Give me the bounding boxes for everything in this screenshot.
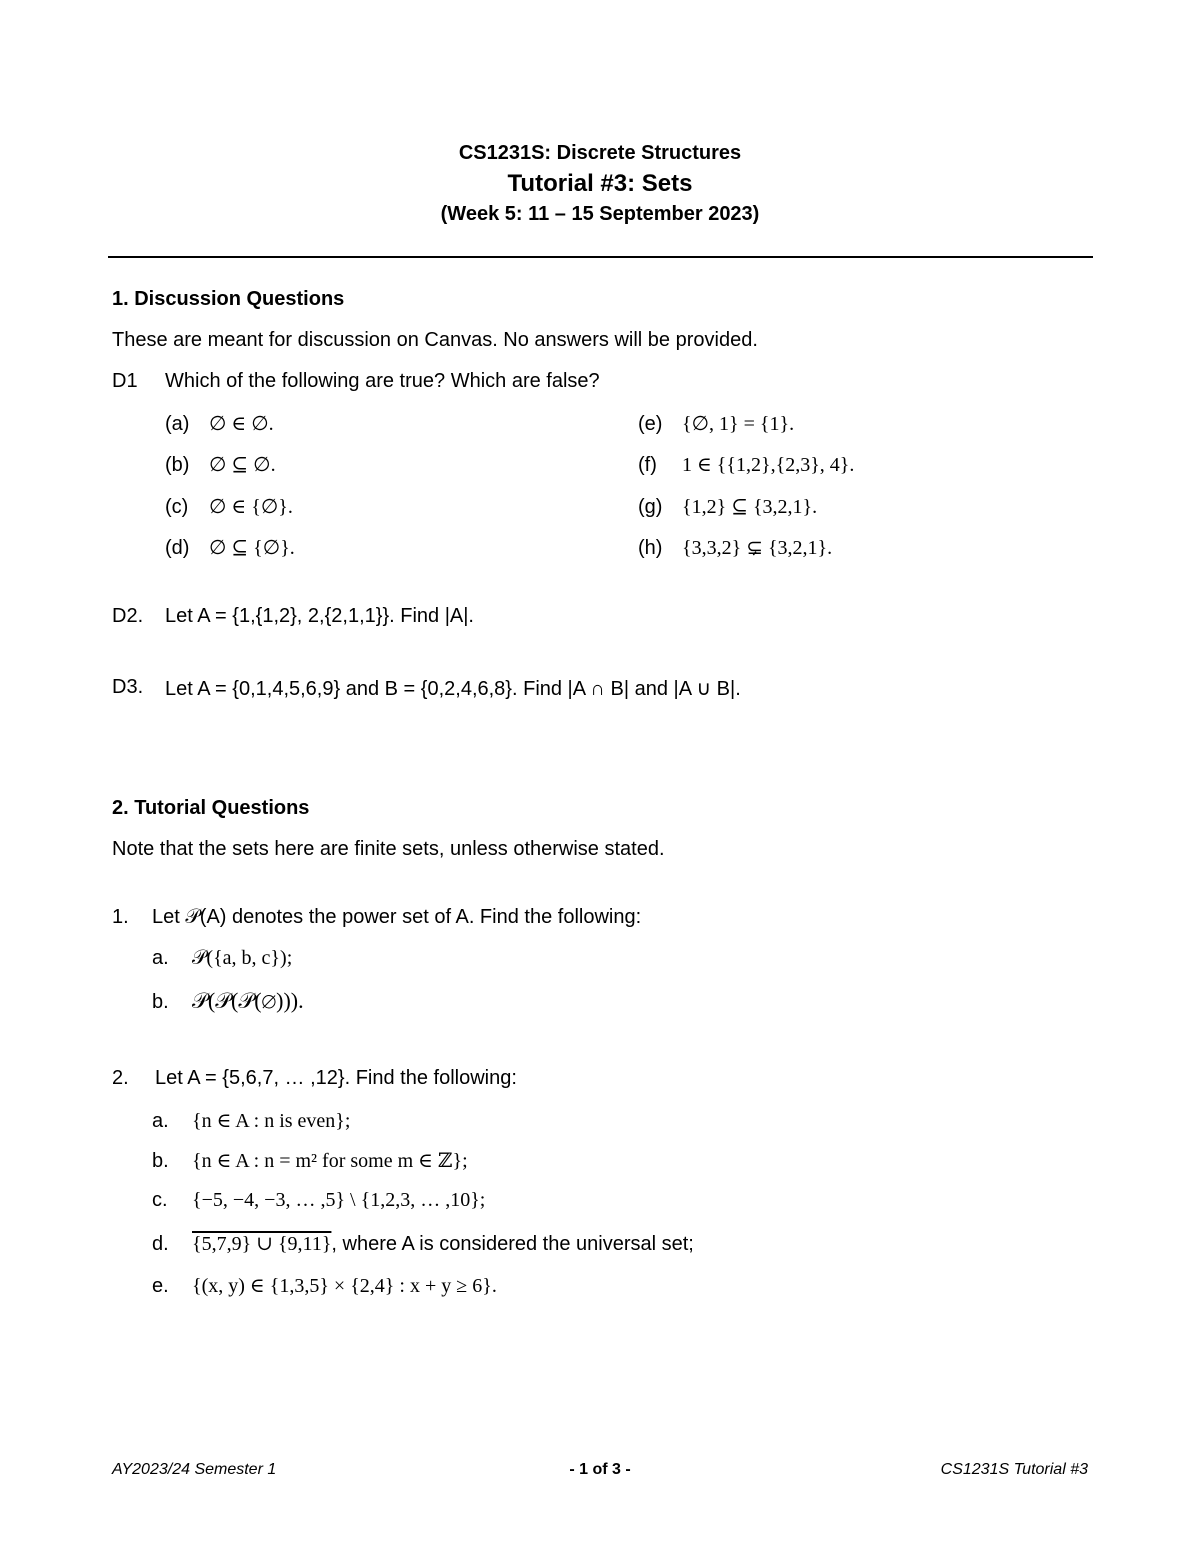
item-label: d. — [152, 1233, 169, 1255]
item-expr: {n ∈ A : n = m² for some m ∈ ℤ}; — [192, 1150, 468, 1172]
d1-item-c — [165, 494, 293, 519]
q2-item-c — [152, 1189, 485, 1212]
item-expr: 𝒫(𝒫(𝒫(∅))). — [192, 988, 304, 1013]
d1-item-f — [638, 452, 854, 477]
item-expr: ∅ ⊆ {∅}. — [209, 537, 295, 559]
item-label: (g) — [638, 496, 663, 518]
item-expr: {∅, 1} = {1}. — [682, 413, 795, 435]
q1-item-a — [152, 947, 292, 970]
d2-label: D2. — [112, 605, 144, 627]
item-label: (d) — [165, 537, 190, 559]
complement-expr: {5,7,9} ∪ {9,11} — [192, 1233, 332, 1255]
d1-item-d — [165, 535, 295, 560]
q2-item-d — [152, 1231, 694, 1256]
item-expr-rest: , where A is considered the universal set; — [331, 1233, 694, 1255]
item-expr: {n ∈ A : n is even}; — [192, 1110, 351, 1132]
d3-text: Let A = {0,1,4,5,6,9} and B = {0,2,4,6,8}. Find |A ∩ B| and |A ∪ B|. — [165, 678, 741, 700]
item-expr: 1 ∈ {{1,2},{2,3}, 4}. — [682, 454, 855, 476]
d1-item-a — [165, 411, 274, 436]
course-title: CS1231S: Discrete Structures — [458, 142, 742, 164]
footer-page-number: - 1 of 3 - — [569, 1461, 631, 1478]
item-expr: ∅ ∈ {∅}. — [209, 496, 293, 518]
item-label: (h) — [638, 537, 663, 559]
item-label: (f) — [638, 454, 657, 476]
item-label: (b) — [165, 454, 190, 476]
item-label: a. — [152, 947, 169, 969]
section1-heading: 1. Discussion Questions — [112, 288, 345, 310]
footer-left: AY2023/24 Semester 1 — [112, 1461, 277, 1478]
d1-label: D1 — [112, 370, 138, 392]
tutorial-title: Tutorial #3: Sets — [507, 170, 693, 197]
item-label: (e) — [638, 413, 663, 435]
item-expr: 𝒫({a, b, c}); — [192, 947, 293, 969]
item-expr: {(x, y) ∈ {1,3,5} × {2,4} : x + y ≥ 6}. — [192, 1275, 497, 1297]
item-label: (a) — [165, 413, 190, 435]
d1-item-h — [638, 535, 832, 560]
d1-question: Which of the following are true? Which are false? — [165, 370, 600, 392]
item-label: a. — [152, 1110, 169, 1132]
q2-item-a — [152, 1108, 350, 1133]
d2-text: Let A = {1,{1,2}, 2,{2,1,1}}. Find |A|. — [165, 605, 474, 627]
item-expr: ∅ ∈ ∅. — [209, 413, 274, 435]
item-label: e. — [152, 1275, 169, 1297]
q1-item-b — [152, 988, 304, 1014]
q2-label: 2. — [112, 1067, 129, 1089]
section2-heading: 2. Tutorial Questions — [112, 797, 310, 819]
week-subtitle: (Week 5: 11 – 15 September 2023) — [440, 203, 760, 225]
q2-item-b — [152, 1148, 468, 1173]
item-expr: {1,2} ⊆ {3,2,1}. — [682, 496, 818, 518]
item-label: b. — [152, 991, 169, 1013]
section2-intro: Note that the sets here are finite sets, unless otherwise stated. — [112, 838, 665, 860]
footer-right: CS1231S Tutorial #3 — [940, 1461, 1088, 1478]
d1-item-g — [638, 494, 817, 519]
d1-item-e — [638, 411, 794, 436]
d3-label: D3. — [112, 676, 144, 698]
q1-text: Let 𝒫(A) denotes the power set of A. Find the following: — [152, 906, 642, 928]
d1-item-b — [165, 452, 276, 477]
item-expr: ∅ ⊆ ∅. — [209, 454, 276, 476]
item-label: (c) — [165, 496, 189, 518]
item-expr: {−5, −4, −3, … ,5} \ {1,2,3, … ,10}; — [192, 1189, 486, 1211]
q1-label: 1. — [112, 906, 129, 928]
section1-intro: These are meant for discussion on Canvas. No answers will be provided. — [112, 329, 758, 351]
q2-text: Let A = {5,6,7, … ,12}. Find the following: — [155, 1067, 517, 1089]
q2-item-e — [152, 1273, 497, 1298]
item-label: c. — [152, 1189, 168, 1211]
header-divider — [108, 256, 1093, 258]
item-expr: {3,3,2} ⊊ {3,2,1}. — [682, 537, 833, 559]
item-label: b. — [152, 1150, 169, 1172]
